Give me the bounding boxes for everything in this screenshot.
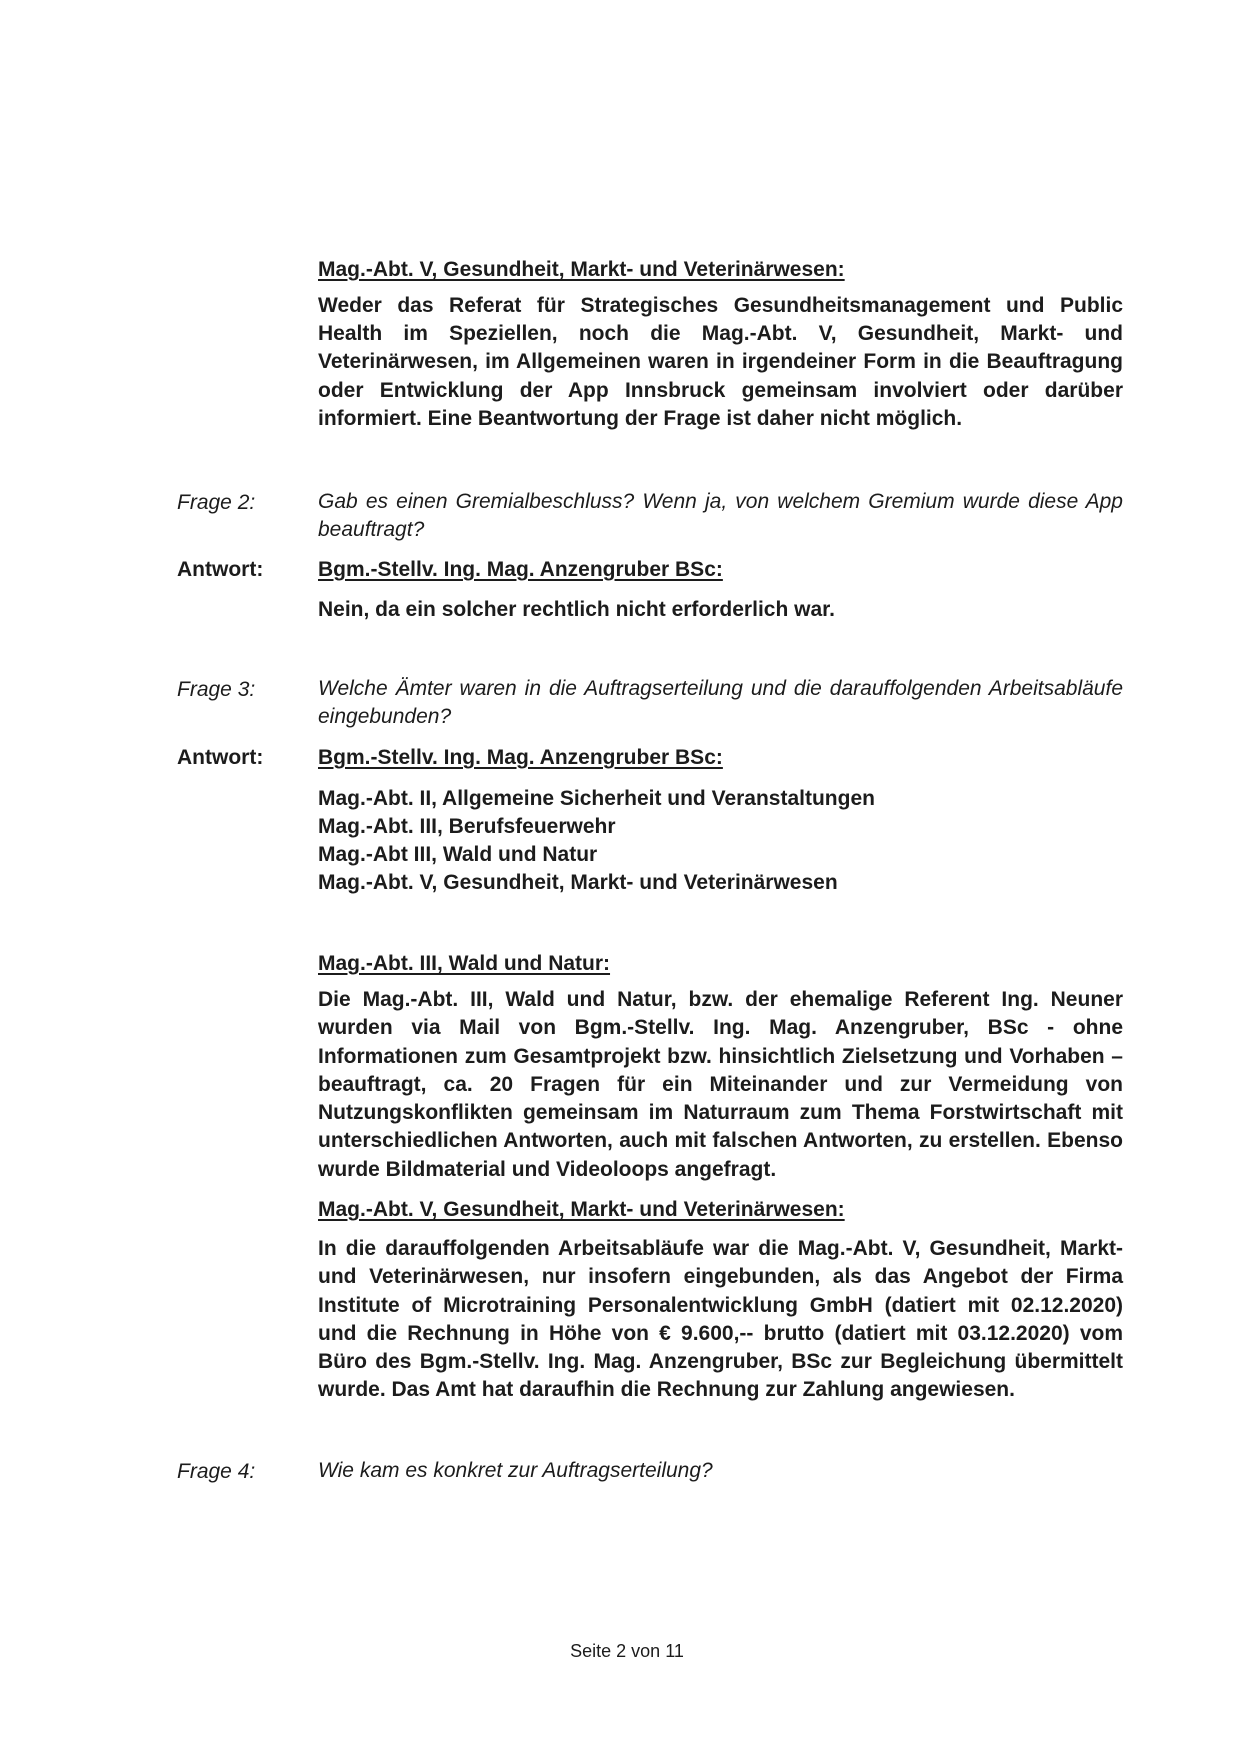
respondent-3: Bgm.-Stellv. Ing. Mag. Anzengruber BSc: bbox=[318, 746, 723, 769]
frage-3-text: Welche Ämter waren in die Auftragserteilung und die darauffolgenden Arbeitsabläufe eingebunden? bbox=[318, 677, 1123, 728]
list-item: Mag.-Abt. II, Allgemeine Sicherheit und Veranstaltungen bbox=[318, 787, 875, 810]
frage-3-label: Frage 3: bbox=[177, 678, 256, 701]
section-heading-gesundheit: Mag.-Abt. V, Gesundheit, Markt- und Veterinärwesen: bbox=[318, 258, 845, 281]
antwort-3-label: Antwort: bbox=[177, 746, 264, 769]
section-heading-wald: Mag.-Abt. III, Wald und Natur: bbox=[318, 952, 611, 975]
section-heading-gesundheit-2: Mag.-Abt. V, Gesundheit, Markt- und Veterinärwesen: bbox=[318, 1198, 845, 1221]
frage-4-text: Wie kam es konkret zur Auftragserteilung? bbox=[318, 1459, 713, 1482]
antwort-2-label: Antwort: bbox=[177, 558, 264, 581]
page-number: Seite 2 von 11 bbox=[570, 1641, 684, 1661]
respondent-2: Bgm.-Stellv. Ing. Mag. Anzengruber BSc: bbox=[318, 558, 723, 581]
list-item: Mag.-Abt. V, Gesundheit, Markt- und Veterinärwesen bbox=[318, 871, 838, 894]
section-paragraph-gesundheit: Weder das Referat für Strategisches Gesundheitsmanagement und Public Health im Speziellen, noch die Mag.-Abt. V, Gesundheit, Markt- und Veterinärwesen, im Allgemeinen waren in irgendeiner Form in die Beauftragung oder Entwicklung der App Innsbruck gemeinsam involviert oder darüber informiert. Eine Beantwortung der Frage ist daher nicht möglich. bbox=[318, 294, 1123, 430]
list-item: Mag.-Abt III, Wald und Natur bbox=[318, 843, 598, 866]
list-item: Mag.-Abt. III, Berufsfeuerwehr bbox=[318, 815, 616, 838]
answer-2: Nein, da ein solcher rechtlich nicht erforderlich war. bbox=[318, 598, 835, 621]
department-list bbox=[318, 785, 875, 897]
frage-2-label: Frage 2: bbox=[177, 491, 256, 514]
section-paragraph-wald: Die Mag.-Abt. III, Wald und Natur, bzw. der ehemalige Referent Ing. Neuner wurden via Mail von Bgm.-Stellv. Ing. Mag. Anzengruber, BSc - ohne Informationen zum Gesamtprojekt bzw. hinsichtlich Zielsetzung und Vorhaben – beauftragt, ca. 20 Fragen für ein Miteinander und zur Vermeidung von Nutzungskonflikten gemeinsam im Naturraum zum Thema Forstwirtschaft mit unterschiedlichen Antworten, auch mit falschen Antworten, zu erstellen. Ebenso wurde Bildmaterial und Videoloops angefragt. bbox=[318, 988, 1123, 1181]
frage-2-text: Gab es einen Gremialbeschluss? Wenn ja, von welchem Gremium wurde diese App beauftragt? bbox=[318, 490, 1123, 541]
section-paragraph-gesundheit-2: In die darauffolgenden Arbeitsabläufe war die Mag.-Abt. V, Gesundheit, Markt- und Veterinärwesen, nur insofern eingebunden, als das Angebot der Firma Institute of Microtraining Personalentwicklung GmbH (datiert mit 02.12.2020) und die Rechnung in Höhe von € 9.600,-- brutto (datiert mit 03.12.2020) vom Büro des Bgm.-Stellv. Ing. Mag. Anzengruber, BSc zur Begleichung übermittelt wurde. Das Amt hat daraufhin die Rechnung zur Zahlung angewiesen. bbox=[318, 1237, 1123, 1402]
frage-4-label: Frage 4: bbox=[177, 1460, 256, 1483]
